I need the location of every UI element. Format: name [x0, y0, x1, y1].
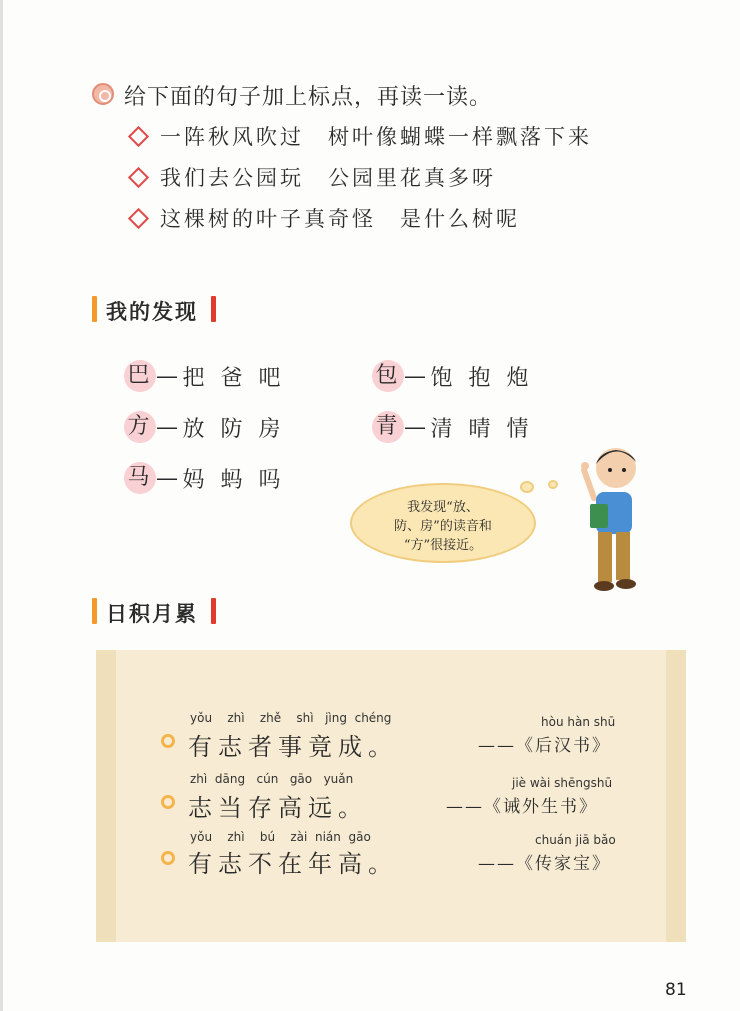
char: 放: [182, 416, 208, 442]
pinyin-row: [190, 830, 371, 844]
page-edge: [0, 0, 3, 1011]
char-group: [372, 411, 538, 443]
char: 防: [220, 416, 246, 442]
section-title-accumulate: 日积月累: [106, 602, 198, 626]
char: 把: [182, 365, 208, 391]
pinyin-syllable: gāo: [289, 772, 313, 786]
char: 晴: [468, 416, 494, 442]
pinyin-syllable: cún: [256, 772, 279, 786]
pinyin-syllable: yuǎn: [323, 772, 354, 786]
bubble-text: [368, 498, 518, 555]
dash: —: [404, 414, 429, 440]
char: 蚂: [220, 467, 246, 493]
pinyin-syllable: jìng: [325, 711, 347, 725]
panel-border-right: [666, 650, 686, 942]
char-group: [372, 360, 538, 392]
circle-bullet-icon: [161, 851, 175, 865]
char-root: 巴: [124, 360, 156, 392]
char: 情: [506, 416, 532, 442]
bubble-line: “方”很接近。: [403, 538, 483, 553]
char-root: 马: [124, 462, 156, 494]
thought-dot: [520, 481, 534, 493]
proverb-text: 有志不在年高。: [188, 850, 398, 878]
proverb-source: ——《传家宝》: [478, 854, 611, 874]
char-group: [124, 462, 290, 494]
exercise-line: 这棵树的叶子真奇怪 是什么树呢: [160, 207, 520, 231]
pinyin-syllable: zhì: [190, 772, 208, 786]
bubble-line: 我发现“放、: [407, 500, 479, 515]
source-pinyin: hòu hàn shū: [541, 715, 616, 729]
char: 吧: [258, 365, 284, 391]
section-marker: [211, 296, 216, 322]
section-marker: [211, 598, 216, 624]
pinyin-syllable: zhì: [227, 711, 245, 725]
source-pinyin: chuán jiā bǎo: [535, 833, 616, 847]
char-group: [124, 411, 290, 443]
char: 房: [258, 416, 284, 442]
proverb-text: 有志者事竟成。: [188, 733, 398, 761]
pinyin-syllable: zài: [290, 830, 308, 844]
dash: —: [404, 363, 429, 389]
char: 吗: [258, 467, 284, 493]
char: 爸: [220, 365, 246, 391]
circle-bullet-icon: [161, 734, 175, 748]
pinyin-syllable: zhě: [259, 711, 282, 725]
proverb-text: 志当存高远。: [188, 794, 368, 822]
pinyin-syllable: yǒu: [190, 830, 213, 844]
char-root: 青: [372, 411, 404, 443]
pinyin-syllable: yǒu: [190, 711, 213, 725]
pinyin-syllable: gāo: [348, 830, 371, 844]
char: 抱: [468, 365, 494, 391]
exercise-line: 我们去公园玩 公园里花真多呀: [160, 166, 496, 190]
pinyin-row: [190, 711, 391, 725]
thought-dot: [548, 480, 558, 489]
dash: —: [156, 465, 181, 491]
char: 饱: [430, 365, 456, 391]
pinyin-syllable: shì: [296, 711, 314, 725]
exercise-title: 给下面的句子加上标点，再读一读。: [124, 85, 493, 110]
proverb-source: ——《后汉书》: [478, 736, 611, 756]
char-root: 包: [372, 360, 404, 392]
section-title-discovery: 我的发现: [106, 300, 198, 324]
section-marker: [92, 296, 97, 322]
circle-bullet-icon: [161, 795, 175, 809]
char: 炮: [506, 365, 532, 391]
char-root: 方: [124, 411, 156, 443]
char: 妈: [182, 467, 208, 493]
char: 清: [430, 416, 456, 442]
char-group: [124, 360, 290, 392]
pinyin-syllable: dāng: [214, 772, 246, 786]
pinyin-syllable: bú: [259, 830, 276, 844]
panel-border-left: [96, 650, 116, 942]
diamond-bullet-icon: [128, 208, 149, 229]
diamond-bullet-icon: [128, 126, 149, 147]
section-marker: [92, 598, 97, 624]
dash: —: [156, 363, 181, 389]
pinyin-syllable: chéng: [354, 711, 392, 725]
exercise-line: 一阵秋风吹过 树叶像蝴蝶一样飘落下来: [160, 125, 592, 149]
pinyin-syllable: nián: [314, 830, 341, 844]
dash: —: [156, 414, 181, 440]
bubble-line: 防、房”的读音和: [394, 519, 492, 534]
boy-illustration: [576, 440, 650, 594]
page-number: 81: [665, 980, 687, 1000]
pinyin-syllable: zhì: [227, 830, 245, 844]
proverb-source: ——《诫外生书》: [446, 797, 598, 817]
pinyin-row: [190, 772, 353, 786]
exercise-icon: [92, 83, 114, 105]
diamond-bullet-icon: [128, 167, 149, 188]
source-pinyin: jiè wài shēngshū: [512, 776, 613, 790]
